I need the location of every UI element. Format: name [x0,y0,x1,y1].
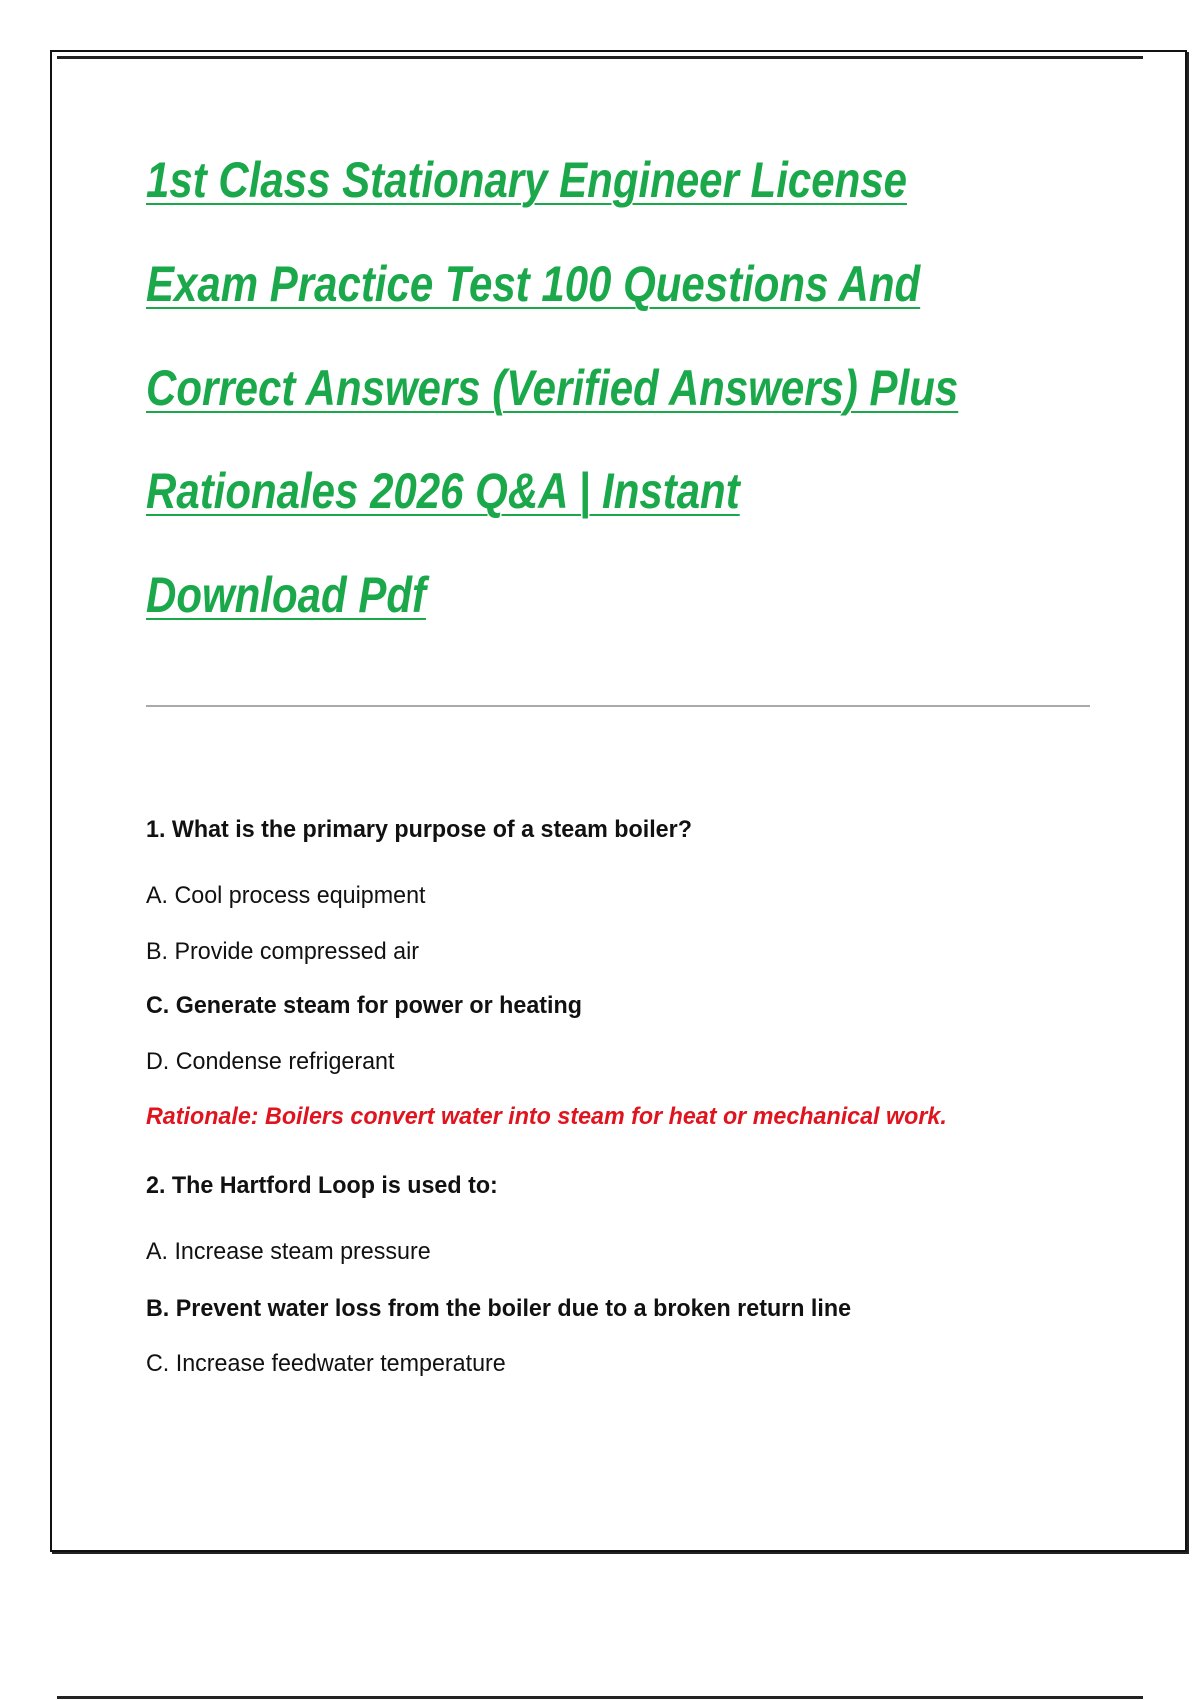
option-1b: B. Provide compressed air [146,938,420,965]
option-1d: D. Condense refrigerant [146,1048,395,1075]
bottom-rule [57,1696,1143,1699]
rationale-1: Rationale: Boilers convert water into steam for heat or mechanical work. [146,1103,947,1130]
option-2a: A. Increase steam pressure [146,1238,431,1265]
document-title-line: Exam Practice Test 100 Questions And [146,256,921,312]
document-title-line: Download Pdf [146,567,426,623]
document-title-line: Correct Answers (Verified Answers) Plus [146,360,959,416]
question-1: 1. What is the primary purpose of a steam boiler? [146,816,692,843]
option-1a: A. Cool process equipment [146,882,426,909]
divider [146,705,1090,707]
document-title-line: Rationales 2026 Q&A | Instant [146,463,740,519]
option-2b-correct: B. Prevent water loss from the boiler due to a broken return line [146,1295,852,1322]
question-2: 2. The Hartford Loop is used to: [146,1172,498,1199]
option-2c: C. Increase feedwater temperature [146,1350,506,1377]
top-rule [57,56,1143,59]
document-title-line: 1st Class Stationary Engineer License [146,152,907,208]
option-1c-correct: C. Generate steam for power or heating [146,992,582,1019]
